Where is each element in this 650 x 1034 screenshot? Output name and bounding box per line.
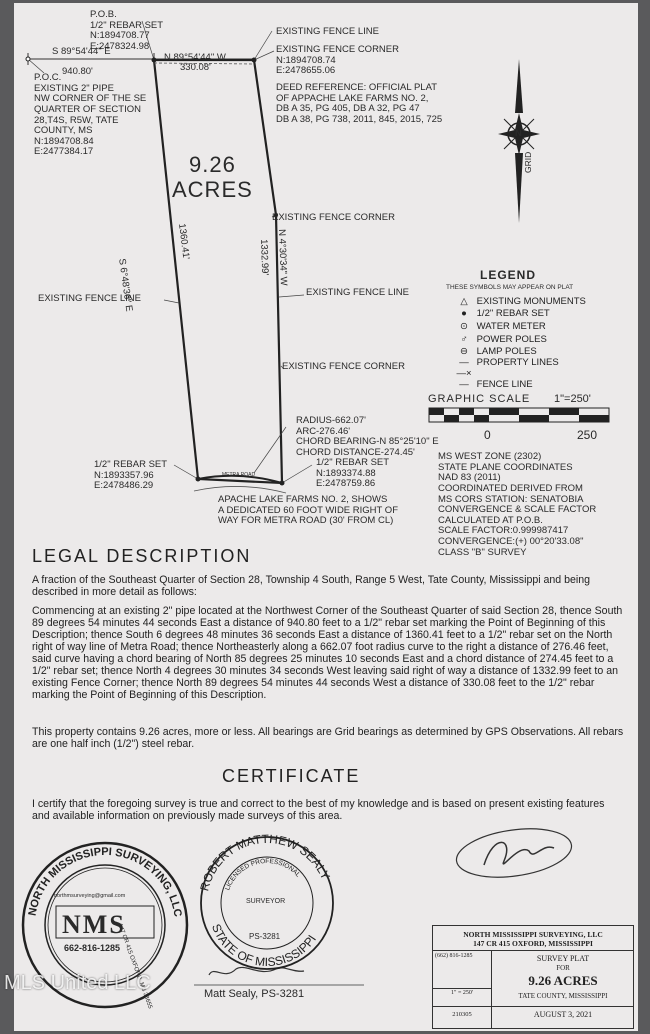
coordinate-notes: MS WEST ZONE (2302) STATE PLANE COORDINATES NAD 83 (2011) COORDINATED DERIVED FROM MS CORS STATION: SENATOBIA CONVERGENCE & SCALE FACTOR CALCULATED AT P.O.B. SCALE FACTOR:0.999987417 CONVERGENCE:(+) 00°20'33.08" CLASS "B" SURVEY — [438, 451, 597, 558]
survey-plat-sheet — [14, 3, 638, 1031]
svg-text:NORTH MISSISSIPPI SURVEYING, L — [27, 846, 184, 918]
fence-corner-lower: EXISTING FENCE CORNER — [282, 361, 405, 372]
dist-top: 330.08' — [180, 62, 211, 73]
legend-item: ♂ POWER POLES — [460, 334, 547, 345]
fence-corner-east: EXISTING FENCE CORNER — [272, 212, 395, 223]
seal-number: PS-3281 — [249, 932, 281, 941]
signature-name: Matt Sealy, PS-3281 — [204, 988, 305, 1000]
legend-title: LEGEND — [480, 268, 537, 282]
bearing-top: N 89°54'44" W — [164, 52, 226, 63]
legend-item: △ EXISTING MONUMENTS — [460, 296, 586, 307]
fence-line-east: EXISTING FENCE LINE — [306, 287, 409, 298]
bearing-top-left: S 89°54'44" E — [52, 46, 111, 57]
road-label: METRA ROAD — [222, 472, 256, 478]
seal-email: northmsurveying@gmail.com — [54, 893, 126, 899]
seal-state-text: STATE OF MISSISSIPPI — [208, 921, 319, 970]
curve-data: RADIUS-662.07' ARC-276.46' CHORD BEARING-N 85°25'10" E CHORD DISTANCE-274.45' — [296, 415, 439, 458]
seal-address: 147 CR 415 OXFORD, MS 38655 — [116, 923, 153, 1010]
svg-text:STATE OF MISSISSIPPI — [209, 922, 319, 969]
legend-item: — PROPERTY LINES — [459, 357, 559, 368]
title-block — [432, 925, 634, 1029]
tb-address: 147 CR 415 OXFORD, MISSISSIPPI — [473, 939, 593, 948]
scale-max: 250 — [577, 428, 598, 442]
scale-ratio: 1"=250' — [554, 393, 591, 405]
legal-closing: This property contains 9.26 acres, more or less. All bearings are Grid bearings as determined by GPS Observations. All rebars are one half inch (1/2") steel rebar. — [32, 726, 624, 750]
seal-center-logo: NMS — [62, 910, 126, 939]
fence-line-top: EXISTING FENCE LINE — [276, 26, 379, 37]
west-bearing: S 6°48'36" E — [116, 257, 135, 313]
legend-item: ⊙ WATER METER — [460, 321, 546, 332]
scale-title: GRAPHIC SCALE — [428, 393, 531, 405]
surveyor-signature — [453, 822, 574, 884]
seal-role: SURVEYOR — [246, 898, 286, 905]
seal-ring-text: NORTH MISSISSIPPI SURVEYING, LLC — [26, 845, 184, 918]
mls-watermark: MLS United LLC — [4, 972, 151, 994]
tb-acres: 9.26 ACRES — [528, 973, 598, 988]
east-distance: 1332.99' — [258, 238, 271, 276]
poc-label: P.O.C. EXISTING 2" PIPE NW CORNER OF THE SE QUARTER OF SECTION 28,T4S, R5W, TATE COUNTY, MS N:1894708.84 E:2477384.17 — [34, 72, 147, 158]
grid-label: GRID — [523, 151, 533, 173]
certificate-text: I certify that the foregoing survey is true and correct to the best of my knowledge and is based on present existing features and available information on previously made surveys of this area. — [32, 798, 605, 822]
legal-intro: A fraction of the Southeast Quarter of Section 28, Township 4 South, Range 5 West, Tate County, Mississippi and being described in more detail as follows: — [32, 574, 591, 598]
tb-date: AUGUST 3, 2021 — [533, 1010, 593, 1019]
legal-body: Commencing at an existing 2" pipe located at the Northwest Corner of the Southeast Quarter of said Section 28, thence South 89 degrees 54 minutes 44 seconds East a distance of 940.80 feet to a 1/2" rebar set marking the Point of Beginning of this Description; thence South 6 degrees 48 minutes 36 seconds East a distance of 1360.41 feet to a 1/2" rebar set on the North right of way line of Metra Road; thence Northeasterly along a 662.07 foot radius curve to the right a distance of 276.46 feet, said curve having a chord bearing of North 85 degrees 25 minutes 10 seconds East and a chord distance of 274.45 feet to a 1/2" rebar set; thence North 4 degrees 30 minutes 34 seconds West leaving said right of way a distance of 1332.99 feet to an existing Fence Corner; thence North 89 degrees 54 minutes 44 seconds West a distance of 330.08 feet to the 1/2" rebar marking the Point of Beginning of this Description. — [32, 605, 623, 701]
fence-corner-top: EXISTING FENCE CORNER N:1894708.74 E:2478655.06 — [276, 44, 399, 77]
legend-item: ● 1/2" REBAR SET — [461, 308, 550, 319]
seal-inner-text: LICENSED PROFESSIONAL — [224, 857, 302, 892]
seal-phone: 662-816-1285 — [64, 943, 121, 953]
tb-for: FOR — [556, 964, 570, 972]
tb-phone: (662) 816-1285 — [435, 953, 473, 959]
legend-subtitle: THESE SYMBOLS MAY APPEAR ON PLAT — [446, 284, 574, 291]
scale-zero: 0 — [484, 428, 491, 442]
rebar-sw: 1/2" REBAR SET N:1893357.96 E:2478486.29 — [94, 459, 168, 492]
tb-plat-title: SURVEY PLAT — [536, 954, 590, 963]
certificate-heading: CERTIFICATE — [222, 766, 361, 786]
north-label: N — [515, 128, 522, 139]
legend-item: —×— FENCE LINE — [456, 368, 533, 390]
east-bearing: N 4°30'34" W — [276, 228, 289, 286]
tb-company: NORTH MISSISSIPPI SURVEYING, LLC — [463, 930, 603, 939]
west-distance: 1360.41' — [176, 222, 192, 261]
road-note: APACHE LAKE FARMS NO. 2, SHOWS A DEDICATED 60 FOOT WIDE RIGHT OF WAY FOR METRA ROAD (30' FROM CL) — [218, 494, 398, 527]
fence-line-west: EXISTING FENCE LINE — [38, 293, 141, 304]
pob-label: P.O.B. 1/2" REBAR SET N:1894708.77 E:2478324.98 — [90, 9, 164, 52]
graphic-scale-bar — [429, 408, 609, 422]
dist-top-left: 940.80' — [62, 66, 93, 77]
tb-scale: 1" = 250' — [451, 990, 473, 996]
tb-job: 210305 — [452, 1011, 472, 1018]
deed-reference: DEED REFERENCE: OFFICIAL PLAT OF APPACHE LAKE FARMS NO. 2, DB A 35, PG 405, DB A 32, PG 47 DB A 38, PG 738, 2011, 845, 2015, 725 — [276, 82, 443, 125]
legend-item: ⊖ LAMP POLES — [460, 346, 537, 357]
seal-name-text: ROBERT MATTHEW SEALY — [197, 831, 333, 893]
tb-county: TATE COUNTY, MISSISSIPPI — [518, 992, 608, 1000]
acreage-label: 9.26 ACRES — [172, 152, 253, 202]
rebar-se: 1/2" REBAR SET N:1893374.88 E:2478759.86 — [316, 457, 390, 490]
north-arrow-icon — [498, 59, 540, 223]
legal-heading: LEGAL DESCRIPTION — [32, 546, 252, 566]
